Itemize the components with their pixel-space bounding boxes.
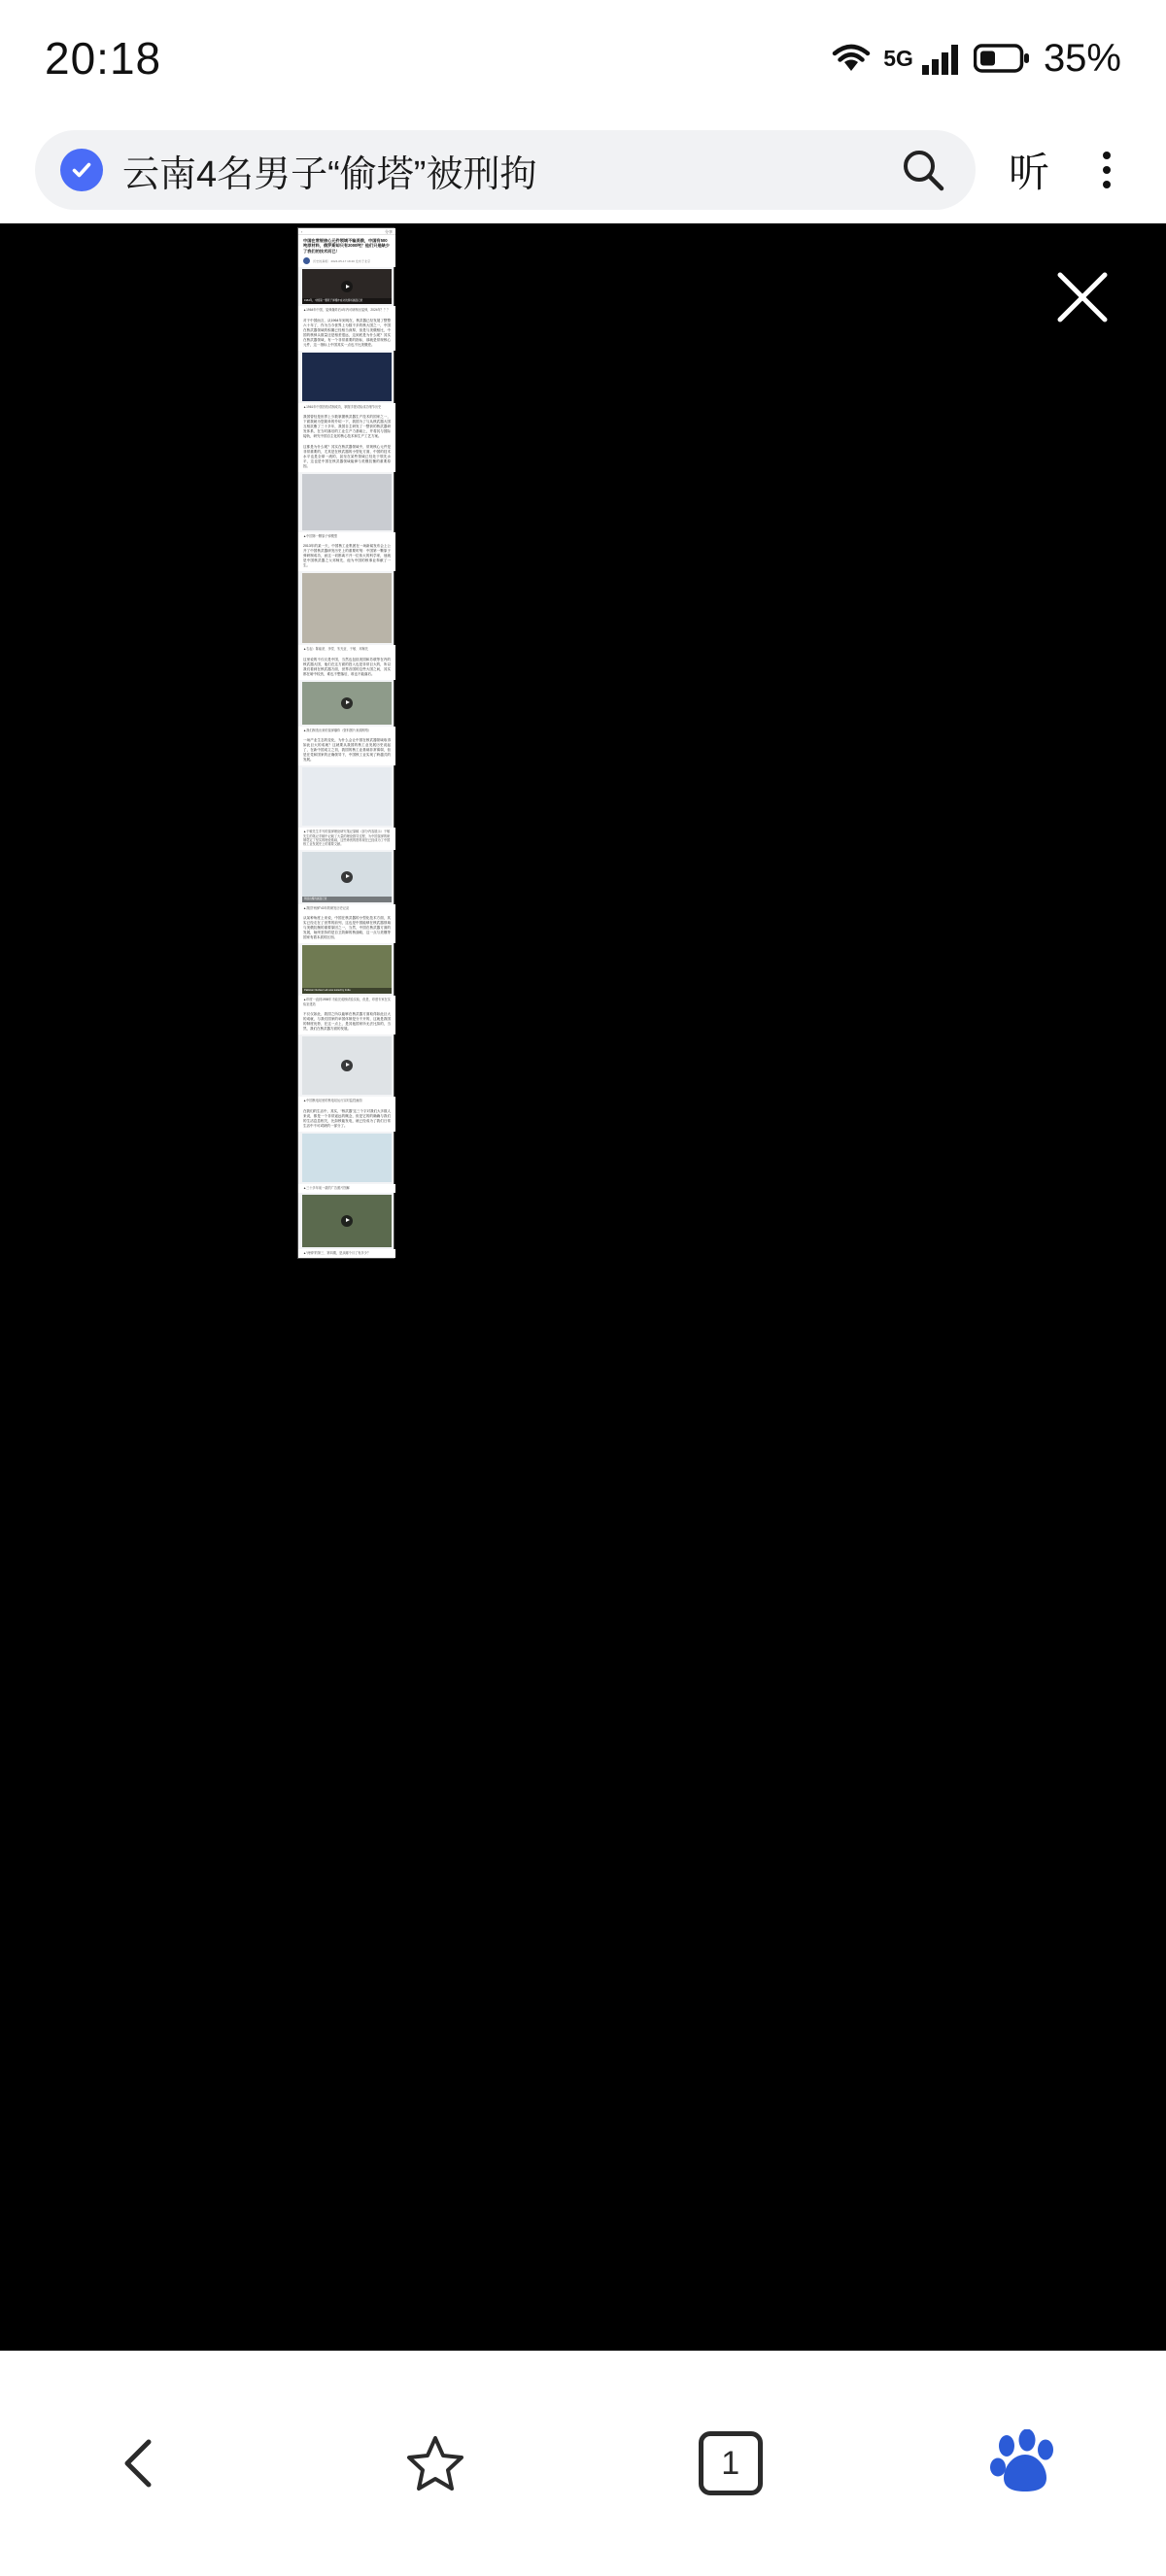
article-paragraph: 这里说的不仅仅是中国，当然也包括美国和苏联等在内的核武器大国，他们在这方面的投入也是非常巨大的，所以我们看到在核武器方面，世界各国的这些大国之间，其实都在暗中较劲，谁也不想落后，谁也不能落后。 <box>298 655 395 680</box>
article-publish-info: 2024-05-17 18:20 发布于北京 <box>330 258 371 263</box>
article-blocks <box>298 269 395 1258</box>
article-topbar <box>298 228 395 235</box>
play-icon[interactable] <box>341 871 353 883</box>
star-icon <box>403 2431 467 2495</box>
avatar <box>303 257 310 264</box>
article-image[interactable] <box>302 945 392 994</box>
article-paragraph: 2013年的某一天，中国核工业集团在一场新闻发布会上公开了中国核武器研发历史上的重要时刻：中国第一颗原子弹研制成功，而这一切都离不开一位伟大的科学家，他就是中国核武器之父邓稼先，他为中国的核事业奉献了一生。 <box>298 541 395 571</box>
article-image[interactable] <box>302 474 392 530</box>
article-image[interactable] <box>302 353 392 401</box>
article-author: 历史的真相 <box>313 258 328 263</box>
article-share-label[interactable]: 分享 <box>385 228 393 234</box>
article-figure-caption: ▲右起：陈能宽、李觉、朱光亚、于敏、邓稼先 <box>298 645 395 654</box>
article-image[interactable] <box>302 852 392 902</box>
search-input[interactable] <box>35 130 976 210</box>
article-paragraph: 在我们的生活中，其实，“核武器”这三个字对我们大多数人来说，都是一个非常遥远的概念，但是它的的确确与我们的生活息息相关，比如核能发电，就已经成为了我们日常生活中不可或缺的一部分了。 <box>298 1106 395 1132</box>
network-type-label: 5G <box>883 45 913 71</box>
play-icon[interactable] <box>341 1060 353 1071</box>
battery-icon <box>974 43 1030 74</box>
article-page[interactable] <box>297 227 394 1259</box>
image-overlay-caption: 网络拍摄的画面记录 <box>302 897 392 902</box>
status-bar <box>0 0 1166 117</box>
article-figure-caption: ▲三十多年前一款的广告照片图解 <box>298 1184 395 1193</box>
search-query-text: 云南4名男子“偷塔”被刑拘 <box>122 153 537 195</box>
article-image[interactable] <box>302 682 392 725</box>
article-byline <box>298 255 395 267</box>
article-figure-caption: ▲我国“两弹”43年的研发历史记录 <box>298 904 395 913</box>
status-time: 20:18 <box>45 33 162 84</box>
article-image[interactable] <box>302 1134 392 1182</box>
article-image[interactable] <box>302 269 392 304</box>
listen-button[interactable]: 听 <box>1008 150 1049 195</box>
article-figure-caption: ▲我们制造出来的氢弹爆炸（资料图片来源网络） <box>298 727 395 735</box>
verified-check-icon <box>60 149 103 191</box>
article-paragraph: 这都是为什么呢？其实在核武器领域中，常规核心元件是非常重要的，尤其是在核武器的小型化方面，中国的技术水平也是全球一流的，甚至在某些领域已经处于领先水平，这也是中国在核武器领域能够与美俄抗衡的重要原因。 <box>298 442 395 472</box>
article-paragraph: 我国曾经是世界上少数掌握核武器生产技术的国家之一，下面我就为您简单的介绍一下，我国为了与从核武器大国互相抗衡了三十多年，我国自主研发了一整套的核武器研发体系，在当时落后的工业生产力基础上，并将其与国际接轨，研究中国自主化的核心技术和生产工艺方案。 <box>298 412 395 442</box>
article-viewer <box>0 223 1166 2351</box>
article-image[interactable] <box>302 573 392 643</box>
tabs-button[interactable] <box>677 2410 784 2517</box>
article-paragraph: 不仅仅如此，我国之所以能够在核武器方面取得如此巨大的成就，与我们国家的举国体制是分不开的，这就是我国的制度优势，在这一点上，是其他国家所无法比拟的，当然，我们在核武器方面的发展。 <box>298 1009 395 1034</box>
article-figure-caption: ▲印度一直到1998年才能完成核试验实验，但是，印度专家在实验室建造 <box>298 996 395 1009</box>
baidu-paw-icon <box>988 2429 1062 2497</box>
article-figure-caption: ▲1964年中国，氢弹爆炸后4年内可研制出氢弹，2024年？？？ <box>298 306 395 315</box>
article-paragraph: 一场产业生态的变化，为什么会让中国在核武器领域取得如此巨大的成就？这就要从我国的核工业发展历史说起了，在新中国成立之初，我国的核工业基础非常薄弱，但是在党和国家的正确领导下，中国核工业实现了跨越式的发展。 <box>298 735 395 765</box>
play-icon[interactable] <box>341 1215 353 1227</box>
article-content <box>298 228 395 1258</box>
back-button[interactable] <box>87 2410 194 2517</box>
back-chevron-icon[interactable]: ‹ <box>301 228 303 234</box>
browser-bottom-nav <box>0 2351 1166 2576</box>
play-icon[interactable] <box>341 697 353 709</box>
battery-percent: 35% <box>1043 36 1121 80</box>
search-icon[interactable] <box>896 143 950 197</box>
status-indicators <box>829 37 1121 81</box>
image-overlay-caption: 1964年，中国第一颗原子弹爆炸成功的现场画面记录 <box>302 298 392 304</box>
close-icon[interactable] <box>1047 262 1117 332</box>
article-title: 中国在常规核心元件领域不输美俄，中国有500吨原材料，俄罗斯却只有2000吨？他们只是缺少了我们的技术而已！ <box>298 235 395 255</box>
article-paragraph: 对于中国而言，从1964年到现在，核武器已经发展了整整六十年了，作为当今世界上为数不多的核大国之一，中国在核武器领域的积累已经相当深厚，但是与美俄相比，中国的核弹头数量还是相差很远，这到底是为什么呢？其实在核武器领域，有一个非常重要的指标，那就是常规核心元件，这一指标上中国其实一点也不比美俄差。 <box>298 316 395 351</box>
article-figure-caption: ▲“两弹”的第三、第四期，是从哪个月了有多少？ <box>298 1249 395 1258</box>
favorites-button[interactable] <box>382 2410 489 2517</box>
tab-count-label: 1 <box>699 2431 763 2495</box>
article-figure-caption: ▲中国第一颗原子弹模型 <box>298 532 395 541</box>
article-image[interactable] <box>302 1195 392 1247</box>
article-image[interactable] <box>302 767 392 826</box>
article-image[interactable] <box>302 1036 392 1095</box>
article-paragraph: 从某种角度上来说，中国在核武器的小型化技术方面，其实已经走在了世界的前列，这也是中国能够在核武器领域与美俄抗衡的重要原因之一，当然，中国在核武器方面的发展，始终坚持的是自卫防御的核战略，这一点与美俄等国家有着本质的区别。 <box>298 913 395 943</box>
signal-icon <box>921 41 964 76</box>
wifi-icon <box>829 41 874 76</box>
more-vertical-icon[interactable] <box>1082 146 1131 194</box>
article-figure-caption: ▲1961年中国首枚试制成功，掌握手搓试验成功细节历史 <box>298 403 395 412</box>
article-figure-caption: ▲中国核电站里的核电站运行实时监控画面 <box>298 1097 395 1105</box>
baidu-home-button[interactable] <box>972 2410 1079 2517</box>
image-overlay-caption: Pakistan Nuclear Lab was tested by India <box>302 988 392 994</box>
search-bar <box>0 117 1166 223</box>
article-figure-caption: ▲于敏先生手写的氢弹理论研究笔记原稿（部分内容展示）于敏先生的笔记手稿中记载了大量的理论推导过程，为中国氢弹的研制奠定了坚实的理论基础，这些珍贵的资料现在已经成为了中国核工业发展史上的重要文献。 <box>298 828 395 850</box>
